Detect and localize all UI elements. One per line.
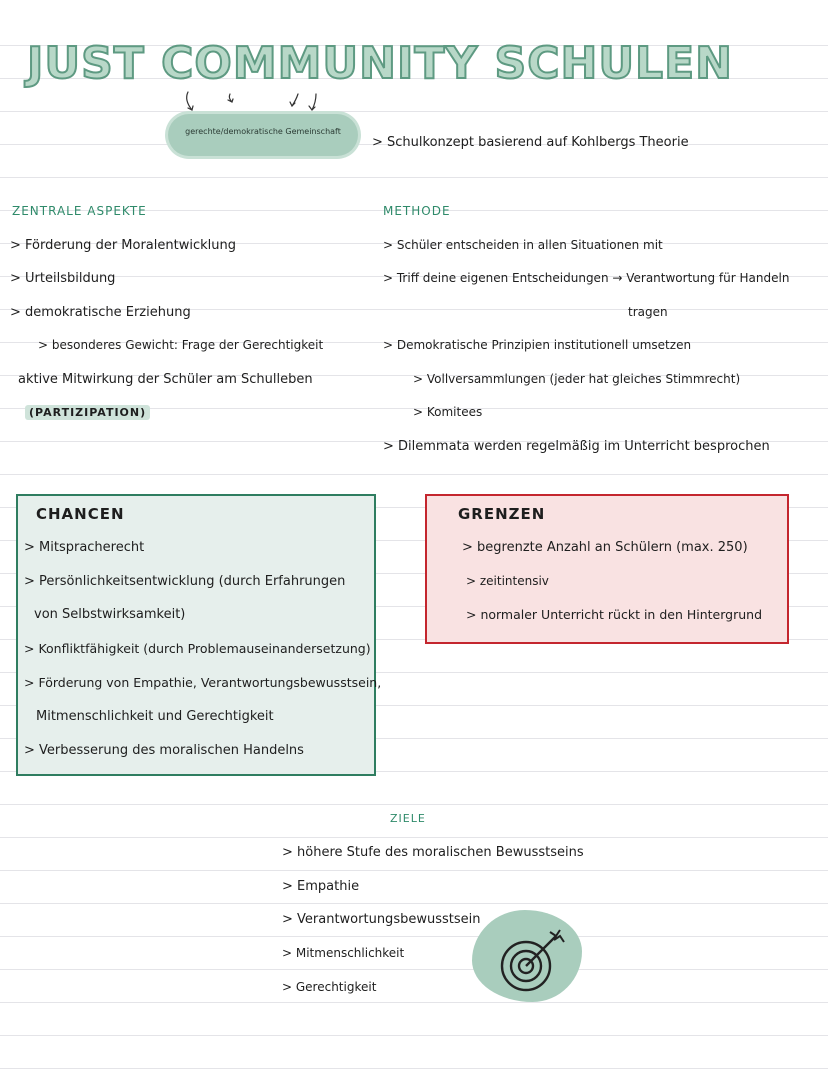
zentrale-aspekte-heading: ZENTRALE ASPEKTE — [12, 204, 147, 218]
ziele-item: > Verantwortungsbewusstsein — [282, 912, 481, 927]
method-item: > Demokratische Prinzipien institutionell umsetzen — [383, 338, 692, 352]
ziele-item: > Mitmenschlichkeit — [282, 946, 405, 960]
method-subitem: > Vollversammlungen (jeder hat gleiches Stimmrecht) — [413, 372, 741, 386]
ziele-heading: ZIELE — [390, 812, 426, 825]
chancen-item: > Mitspracherecht — [24, 540, 145, 555]
chancen-item: > Förderung von Empathie, Verantwortungsbewusstsein, — [24, 675, 382, 690]
target-icon — [498, 926, 568, 996]
grenzen-item: > begrenzte Anzahl an Schülern (max. 250) — [462, 540, 748, 555]
method-subitem: > Komitees — [413, 405, 483, 419]
cloud-bubble — [168, 114, 358, 156]
method-item-continued: tragen — [628, 305, 668, 319]
chancen-item-continued: von Selbstwirksamkeit) — [34, 607, 186, 622]
ziele-item: > höhere Stufe des moralischen Bewusstseins — [282, 845, 584, 860]
chancen-item: > Konfliktfähigkeit (durch Problemauseinandersetzung) — [24, 641, 371, 656]
method-item: > Triff deine eigenen Entscheidungen → Verantwortung für Handeln — [383, 271, 790, 285]
cloud-label: gerechte/demokratische Gemeinschaft — [185, 127, 341, 136]
aspect-item: aktive Mitwirkung der Schüler am Schulleben — [18, 372, 313, 387]
grenzen-item: > normaler Unterricht rückt in den Hintergrund — [466, 607, 763, 622]
arrow-down-icon — [180, 90, 330, 116]
method-item: > Schüler entscheiden in allen Situationen mit — [383, 238, 663, 252]
ziele-item: > Empathie — [282, 879, 360, 894]
chancen-box — [16, 494, 376, 776]
aspect-item: > demokratische Erziehung — [10, 305, 191, 320]
chancen-item: > Persönlichkeitsentwicklung (durch Erfahrungen — [24, 574, 346, 589]
chancen-title: CHANCEN — [36, 505, 125, 523]
aspect-item: > Urteilsbildung — [10, 271, 116, 286]
intro-note: > Schulkonzept basierend auf Kohlbergs Theorie — [372, 135, 689, 150]
chancen-item-continued: Mitmenschlichkeit und Gerechtigkeit — [36, 709, 274, 724]
aspect-subitem: > besonderes Gewicht: Frage der Gerechtigkeit — [38, 338, 324, 352]
methode-heading: METHODE — [383, 204, 451, 218]
partizipation-tag: (PARTIZIPATION) — [25, 405, 150, 420]
page-title: JUST COMMUNITY SCHULEN — [27, 38, 733, 89]
ziele-item: > Gerechtigkeit — [282, 980, 377, 994]
chancen-item: > Verbesserung des moralischen Handelns — [24, 743, 304, 758]
grenzen-title: GRENZEN — [458, 505, 546, 523]
method-item: > Dilemmata werden regelmäßig im Unterricht besprochen — [383, 439, 770, 454]
aspect-item: > Förderung der Moralentwicklung — [10, 238, 236, 253]
grenzen-item: > zeitintensiv — [466, 574, 549, 588]
